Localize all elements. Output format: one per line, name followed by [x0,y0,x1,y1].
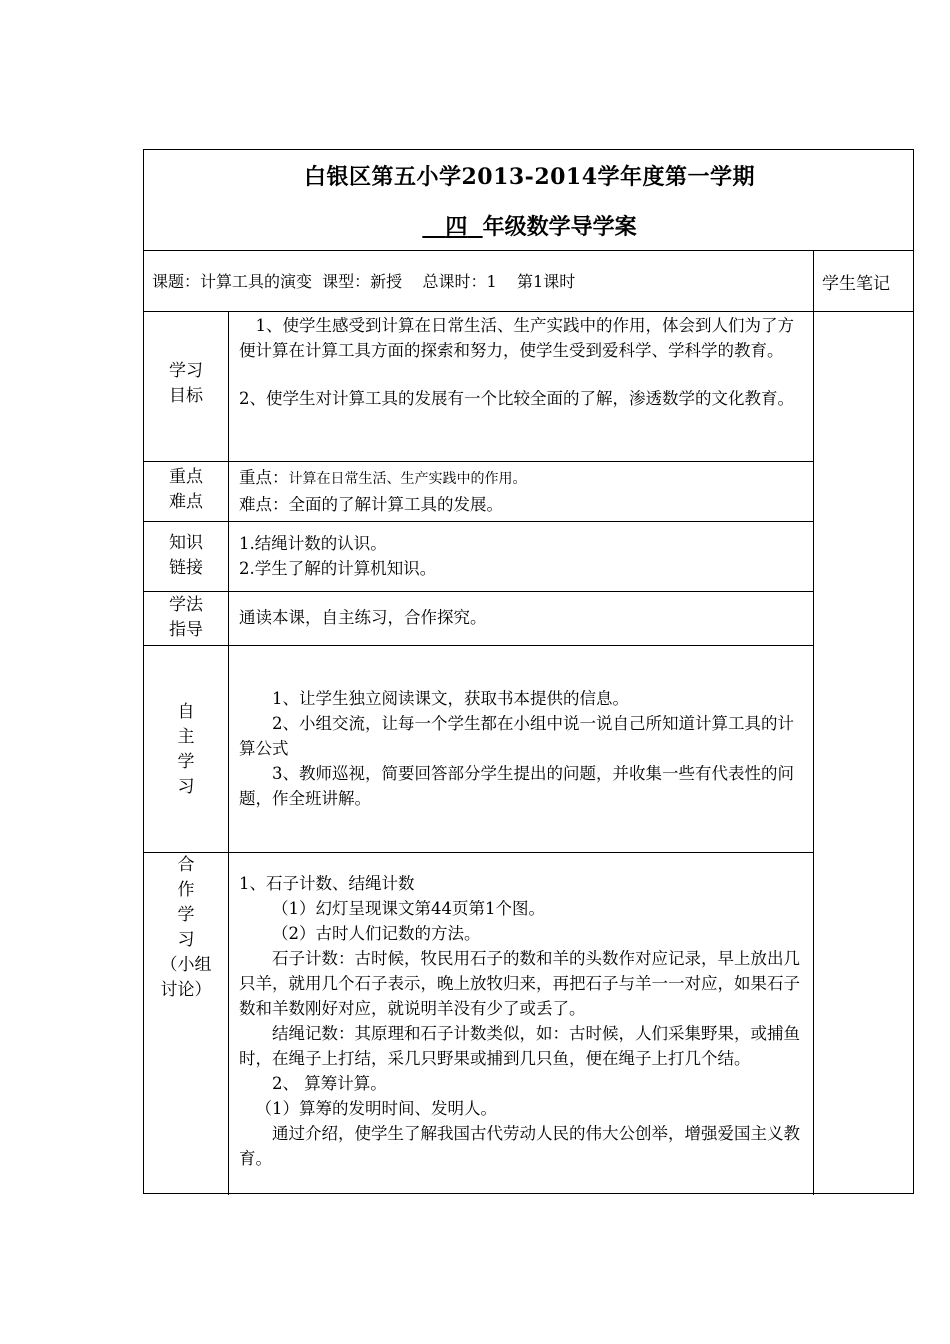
rule-under-method [144,645,814,646]
rule-under-goals [144,461,814,462]
coop-item: （1）幻灯呈现课文第44页第1个图。 [272,899,545,918]
goals-label: 学习 目标 [169,361,203,406]
coop-label: 合 作 学 习 （小组 讨论） [160,855,212,1000]
goal-2: 2、使学生对计算工具的发展有一个比较全面的了解，渗透数学的文化教育。 [239,389,794,408]
goal-1: 1、使学生感受到计算在日常生活、生产实践中的作用，体会到人们为了方便计算在计算工具方面的探索和努力，使学生受到爱科学、学科学的教育。 [239,316,794,360]
key-point: 重点：计算在日常生活、生产实践中的作用。 [239,468,527,487]
coop-item: 1、石子计数、结绳计数 [239,874,415,893]
rule-label-column [228,311,229,1195]
grade-title: 四 年级数学导学案 [144,210,915,241]
coop-item: （2）古时人们记数的方法。 [272,924,481,943]
rule-under-subject [144,311,914,312]
coop-item: 结绳记数：其原理和石子计数类似，如：古时候，人们采集野果，或捕鱼时，在绳子上打结，采几只野果或捕到几只鱼，便在绳子上打几个结。 [239,1024,800,1068]
difficult-point: 难点：全面的了解计算工具的发展。 [239,495,503,514]
method-content: 通读本课，自主练习，合作探究。 [239,608,487,627]
knowledge-label: 知识 链接 [169,533,203,578]
knowledge-content [239,531,807,581]
lesson-info: 课题：计算工具的演变 课型：新授 总课时：1 第1课时 [152,272,576,291]
coop-content [239,871,807,1171]
coop-item: 2、 算筹计算。 [272,1074,387,1093]
self-study-label: 自 主 学 习 [177,702,195,797]
rule-under-title [144,250,914,251]
grade-blank: 四 [445,214,468,240]
goals-content [239,313,807,411]
rule-under-focus [144,521,814,522]
lesson-plan-table [143,149,914,1194]
focus-label: 重点 难点 [169,467,203,512]
rule-under-self-study [144,852,814,853]
coop-item: （1）算筹的发明时间、发明人。 [255,1099,497,1118]
coop-item: 石子计数：古时候，牧民用石子的数和羊的头数作对应记录，早上放出几只羊，就用几个石子表示，晚上放牧归来，再把石子与羊一一对应，如果石子数和羊数刚好对应，就说明羊没有少了或丢了。 [239,949,800,1018]
coop-item: 通过介绍，使学生了解我国古代劳动人民的伟大公创举，增强爱国主义教育。 [239,1124,800,1168]
rule-notes-column [813,250,814,1195]
knowledge-item: 2.学生了解的计算机知识。 [239,559,437,578]
method-label: 学法 指导 [169,595,203,640]
self-study-step: 2、小组交流，让每一个学生都在小组中说一说自己所知道计算工具的计算公式 [239,714,794,758]
page-title: 白银区第五小学2013-2014学年度第一学期 [303,164,756,190]
knowledge-item: 1.结绳计数的认识。 [239,534,387,553]
student-notes-heading: 学生笔记 [822,274,890,294]
focus-content [239,465,807,517]
self-study-step: 1、让学生独立阅读课文，获取书本提供的信息。 [272,689,629,708]
self-study-content [239,686,807,811]
self-study-step: 3、教师巡视，简要回答部分学生提出的问题，并收集一些有代表性的问题，作全班讲解。 [239,764,794,808]
rule-under-knowledge [144,591,814,592]
